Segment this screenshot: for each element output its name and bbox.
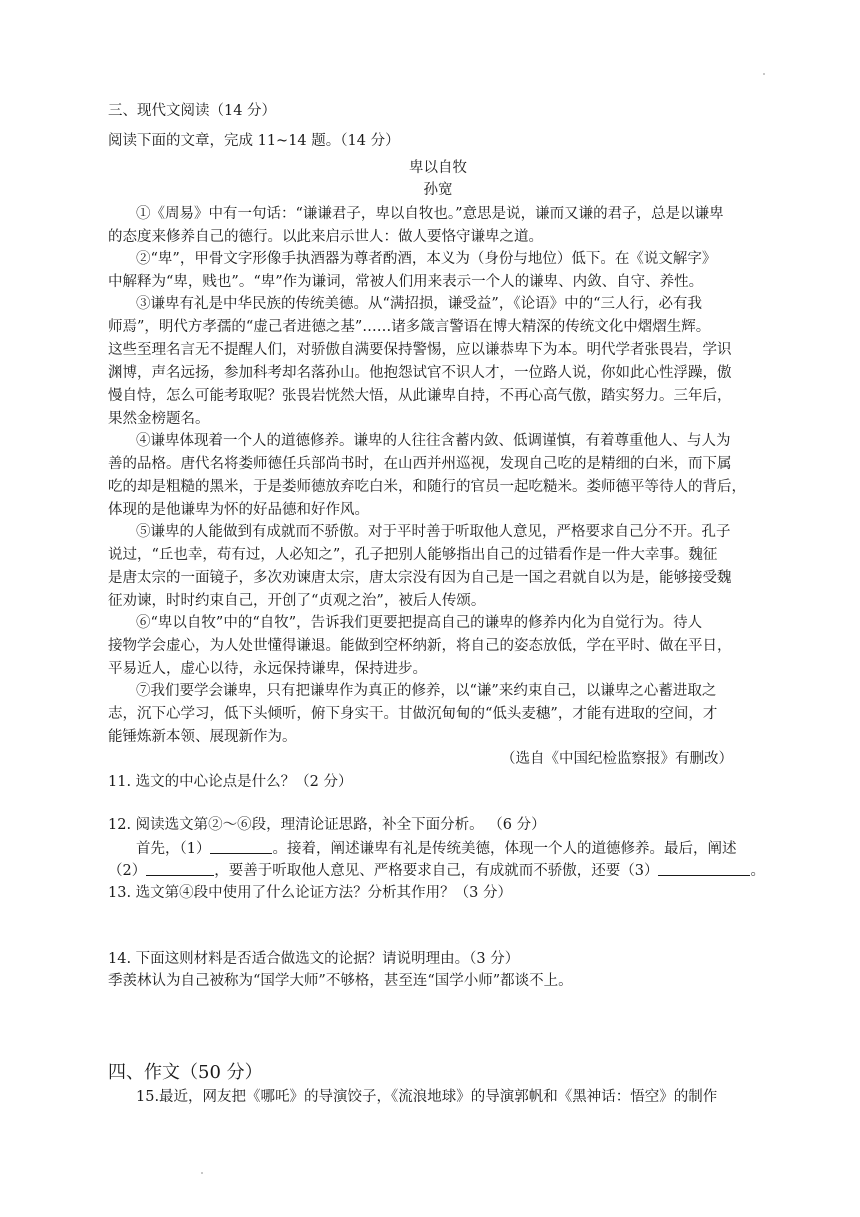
- speck-2: [201, 1172, 203, 1174]
- p3-line2: 师焉”，明代方孝孺的“虚己者进德之基”……诸多箴言警语在博大精深的传统文化中熠熠生辉。: [108, 319, 711, 335]
- source-note: （选自《中国纪检监察报》有删改）: [501, 751, 733, 767]
- article-title: 卑以自牧: [409, 160, 467, 176]
- question-14-material: 季羡林认为自己被称为“国学大师”不够格，甚至连“国学小师”都谈不上。: [108, 973, 573, 989]
- question-15: 15.最近，网友把《哪吒》的导演饺子，《流浪地球》的导演郭帆和《黑神话：悟空》的制作: [136, 1089, 718, 1105]
- p7-line1: ⑦我们要学会谦卑，只有把谦卑作为真正的修养，以“谦”来约束自己，以谦卑之心蓄进取之: [136, 683, 717, 699]
- q12-text-a1: 首先，（1）: [136, 841, 211, 857]
- answer-blank-3[interactable]: [658, 861, 750, 876]
- p7-line2: 志，沉下心学习，低下头倾听，俯下身实干。甘做沉甸甸的“低头麦穗”，才能有进取的空间，才: [108, 706, 718, 722]
- question-14: 14. 下面这则材料是否适合做选文的论据？请说明理由。（3 分）: [108, 951, 520, 967]
- question-13: 13. 选文第④段中使用了什么论证方法？分析其作用？（3 分）: [108, 885, 513, 901]
- p6-line2: 接物学会虚心，为人处世懂得谦退。能做到空杯纳新，将自己的姿态放低，学在平时、做在平日，: [108, 638, 732, 654]
- p4-line4: 体现的是他谦卑为怀的好品德和好作风。: [108, 502, 369, 518]
- p3-line3: 这些至理名言无不提醒人们，对骄傲自满要保持警惕，应以谦恭卑下为本。明代学者张畏岩，学识: [108, 342, 732, 358]
- section4-heading: 四、作文（50 分）: [108, 1062, 263, 1083]
- p6-line1: ⑥“卑以自牧”中的“自牧”，告诉我们更要把提高自己的谦卑的修养内化为自觉行为。待人: [136, 615, 703, 631]
- q12-text-a2: 。接着，阐述谦卑有礼是传统美德，体现一个人的道德修养。最后，阐述: [272, 841, 737, 857]
- p6-line3: 平易近人，虚心以待，永远保持谦卑，保持进步。: [108, 661, 427, 677]
- p4-line2: 善的品格。唐代名将娄师德任兵部尚书时，在山西并州巡视，发现自己吃的是精细的白米，而下属: [108, 456, 732, 472]
- p3-line6: 果然金榜题名。: [108, 411, 210, 427]
- p5-line2: 说过，“丘也幸，苟有过，人必知之”，孔子把别人能够指出自己的过错看作是一件大幸事。魏征: [108, 547, 718, 563]
- p5-line4: 征劝谏，时时约束自己，开创了“贞观之治”，被后人传颂。: [108, 593, 486, 609]
- p1-line2: 的态度来修养自己的德行。以此来启示世人：做人要恪守谦卑之道。: [108, 229, 543, 245]
- q12-text-b2: ，要善于听取他人意见、严格要求自己，有成就而不骄傲，还要（3）: [214, 863, 659, 879]
- question-12-line1: [136, 838, 766, 860]
- p3-line1: ③谦卑有礼是中华民族的传统美德。从“满招损，谦受益”，《论语》中的“三人行，必有我: [136, 296, 702, 312]
- q12-text-b3: 。: [750, 863, 765, 879]
- q12-text-b1: （2）: [108, 863, 147, 879]
- section3-instruction: 阅读下面的文章，完成 11~14 题。（14 分）: [108, 133, 400, 149]
- p2-line2: 中解释为“卑，贱也”。“卑”作为谦词，常被人们用来表示一个人的谦卑、内敛、自守、养性。: [108, 274, 704, 290]
- answer-blank-1[interactable]: [210, 839, 272, 854]
- p2-line1: ②“卑”，甲骨文字形像手执酒器为尊者酌酒，本义为（身份与地位）低下。在《说文解字》: [136, 251, 717, 267]
- answer-blank-2[interactable]: [146, 861, 214, 876]
- article-author: 孙宽: [423, 182, 453, 198]
- p1-line1: ①《周易》中有一句话：“谦谦君子，卑以自牧也。”意思是说，谦而又谦的君子，总是以谦卑: [136, 206, 724, 222]
- p3-line4: 渊博，声名远扬，参加科考却名落孙山。他抱怨试官不识人才，一位路人说，你如此心性浮躁，傲: [108, 365, 732, 381]
- section3-heading: 三、现代文阅读（14 分）: [108, 103, 277, 119]
- p5-line3: 是唐太宗的一面镜子，多次劝谏唐太宗，唐太宗没有因为自己是一国之君就自以为是，能够接受魏: [108, 570, 732, 586]
- speck: [763, 73, 765, 75]
- p4-line1: ④谦卑体现着一个人的道德修养。谦卑的人往往含蓄内敛、低调谨慎，有着尊重他人、与人为: [136, 433, 731, 449]
- p5-line1: ⑤谦卑的人能做到有成就而不骄傲。对于平时善于听取他人意见，严格要求自己分不开。孔子: [136, 524, 731, 540]
- p4-line3: 吃的却是粗糙的黑米，于是娄师德放弃吃白米，和随行的官员一起吃糙米。娄师德平等待人的背后，: [108, 479, 746, 495]
- question-12-line2: [108, 860, 768, 882]
- question-11: 11. 选文的中心论点是什么？（2 分）: [108, 774, 353, 790]
- p7-line3: 能锤炼新本领、展现新作为。: [108, 729, 297, 745]
- question-12: 12. 阅读选文第②～⑥段，理清论证思路，补全下面分析。 （6 分）: [108, 817, 546, 833]
- p3-line5: 慢自恃，怎么可能考取呢？张畏岩恍然大悟，从此谦卑自持，不再心高气傲，踏实努力。三年后，: [108, 388, 732, 404]
